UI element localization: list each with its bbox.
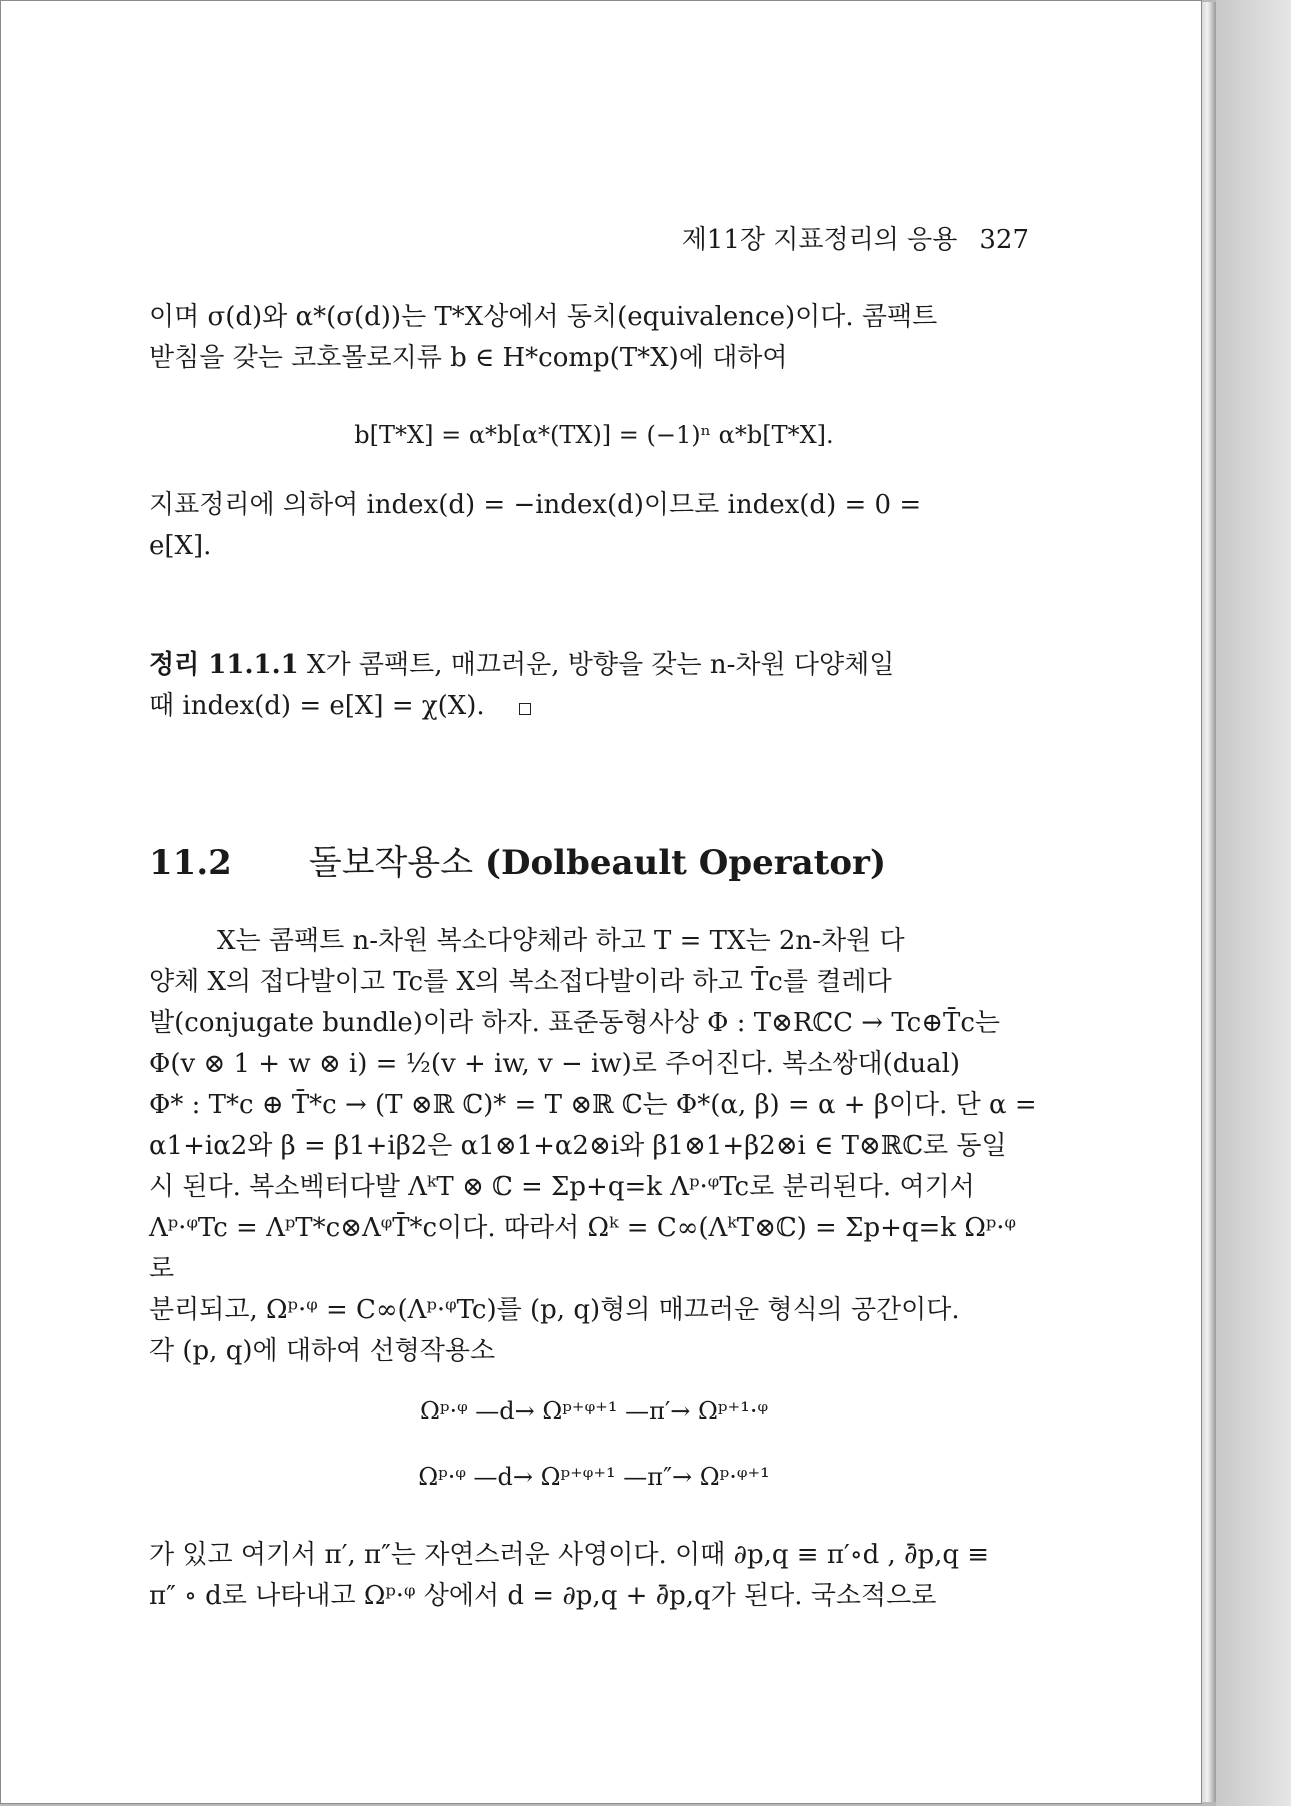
text-line: 받침을 갖는 코호몰로지류 b ∈ H*comp(T*X)에 대하여 [149,343,788,373]
page-edge [1202,2,1216,1802]
text-line: Φ(v ⊗ 1 + w ⊗ i) = ½(v + iw, v − iw)로 주어진다. 복소쌍대(dual) [149,1049,961,1079]
text-line: 발(conjugate bundle)이라 하자. 표준동형사상 Φ : T⊗RℂC → Tc⊕T̄c는 [149,1008,1001,1038]
chapter-title: 제11장 지표정리의 응용 [681,225,958,255]
text-line: 양체 X의 접다발이고 Tc를 X의 복소접다발이라 하고 T̄c를 켤레다 [149,967,892,997]
running-header [601,219,1029,256]
text-line: 분리되고, Ωᵖ·ᵠ = C∞(Λᵖ·ᵠTc)를 (p, q)형의 매끄러운 형식의 공간이다. [149,1295,960,1325]
equation-2: Ωᵖ·ᵠ —d→ Ωᵖ⁺ᵠ⁺¹ —π′→ Ωᵖ⁺¹·ᵠ [419,1397,769,1425]
section-paragraph [149,921,1039,1372]
background-shade [1216,0,1291,1806]
text-line: Λᵖ·ᵠTc = ΛᵖT*c⊗ΛᵠT̄*c이다. 따라서 Ωᵏ = C∞(ΛᵏT⊗ℂ) = Σp+q=k Ωᵖ·ᵠ로 [149,1213,1017,1284]
paragraph-1 [149,297,1039,379]
text-line: α1+iα2와 β = β1+iβ2은 α1⊗1+α2⊗i와 β1⊗1+β2⊗i ∈ T⊗ℝℂ로 동일 [149,1131,1007,1161]
section-number: 11.2 [149,843,232,883]
text-line: 이며 σ(d)와 α*(σ(d))는 T*X상에서 동치(equivalence)이다. 콤팩트 [149,302,938,332]
text-line: X는 콤팩트 n-차원 복소다양체라 하고 T = TX는 2n-차원 다 [217,926,905,956]
paragraph-final [149,1535,1039,1617]
text-line: Φ* : T*c ⊕ T̄*c → (T ⊗ℝ ℂ)* = T ⊗ℝ ℂ는 Φ*(α, β) = α + β이다. 단 α = [149,1090,1037,1120]
qed-symbol [519,703,531,715]
section-title-english: (Dolbeault Operator) [484,843,887,883]
equation-1: b[T*X] = α*b[α*(TX)] = (−1)ⁿ α*b[T*X]. [354,421,834,449]
theorem-text: 때 index(d) = e[X] = χ(X). [149,691,485,721]
text-line: e[X]. [149,531,212,561]
paragraph-2 [149,485,1039,567]
theorem [149,645,1039,727]
equation-3: Ωᵖ·ᵠ —d→ Ωᵖ⁺ᵠ⁺¹ —π″→ Ωᵖ·ᵠ⁺¹ [418,1463,770,1491]
text-line: 시 된다. 복소벡터다발 ΛᵏT ⊗ ℂ = Σp+q=k Λᵖ·ᵠTc로 분리된다. 여기서 [149,1172,975,1202]
theorem-label: 정리 11.1.1 [149,650,299,680]
section-title-korean: 돌보작용소 [308,843,474,883]
page-number: 327 [979,225,1029,255]
text-line: 가 있고 여기서 π′, π″는 자연스러운 사영이다. 이때 ∂p,q ≡ π′∘d , ∂̄p,q ≡ [149,1540,990,1570]
text-line: 지표정리에 의하여 index(d) = −index(d)이므로 index(d) = 0 = [149,490,922,520]
section-heading [149,835,886,884]
text-line: 각 (p, q)에 대하여 선형작용소 [149,1336,496,1366]
theorem-text: X가 콤팩트, 매끄러운, 방향을 갖는 n-차원 다양체일 [307,650,895,680]
text-line: π″ ∘ d로 나타내고 Ωᵖ·ᵠ 상에서 d = ∂p,q + ∂̄p,q가 된다. 국소적으로 [149,1581,937,1611]
